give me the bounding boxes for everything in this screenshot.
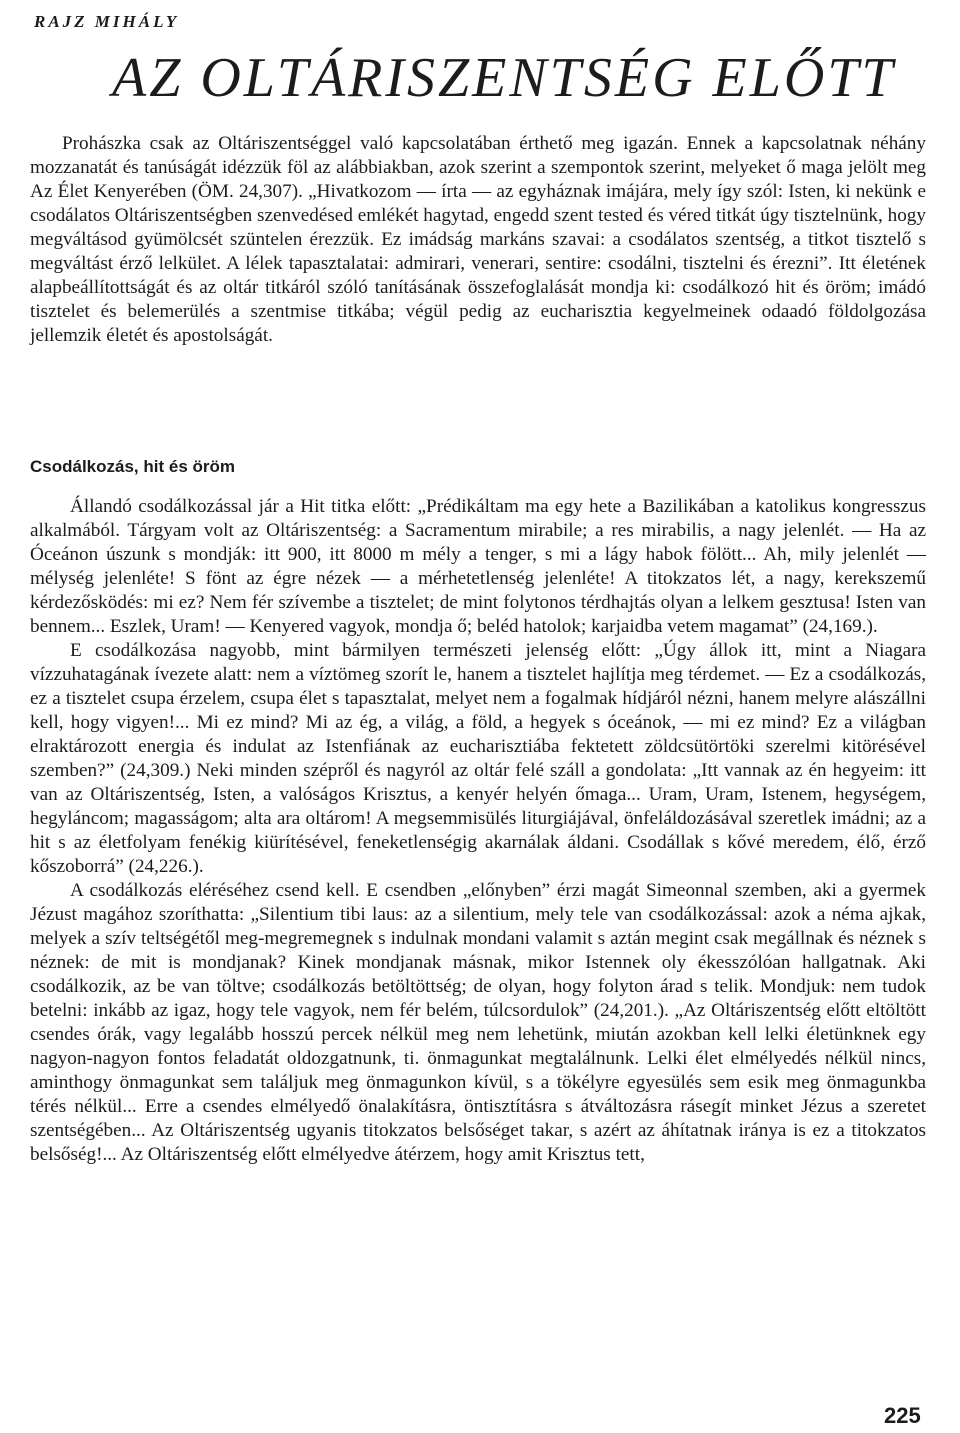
section-paragraph: E csodálkozása nagyobb, mint bármilyen természeti jelenség előtt: „Úgy állok itt, mint a Niagara vízzuhatagának ívezete alatt: nem a víztömeg szorít le, hanem a tisztelet hajlítja meg térdemet. — Ez a csodálkozás, ez a tisztelet csupa érzelem, csupa élet s tapasztalat, melyet nem a fogalmak hídjáról nézni, hanem melyre alászállni kell, hogy vigyen!... Mi ez mind? Mi az ég, a világ, a föld, a hegyek s óceánok, — mi ez mind? Ez a világban elraktározott energia és indulat az Istenfiának az eucharisztiába fektetett zöldcsütörtöki szerelmi kitörésével szemben?” (24,309.) Neki minden szépről és nagyról az oltár felé száll a gondolata: „Itt vannak az én hegyeim: itt van az Oltáriszentség, Isten, a valóságos Krisztus, a kenyér helyén őmaga... Uram, Uram, Istenem, hegységem, hegyláncom; magasságom; alta ara oltárom! A megsemmisülés liturgiájával, önfeláldozásával szeretlek imádni; az a hit s az életfolyam fenékig kiürítésével, feneketlenségig akarnálak áldani. Csodállak s kővé meredem, élő, érző kőszoborrá” (24,226.). [30,640,926,877]
section-body [30,495,926,1167]
intro-text [30,132,926,348]
intro-paragraph: Prohászka csak az Oltáriszentséggel való kapcsolatában érthető meg igazán. Ennek a kapcsolatnak néhány mozzanatát és tanúságát idézzük föl az alábbiakban, azok szerint a szempontok szerint, melyeket ő maga jelölt meg Az Élet Kenyerében (ÖM. 24,307). „Hivatkozom — írta — az egyháznak imájára, mely így szól: Isten, ki nekünk e csodálatos Oltáriszentségben szenvedésed emlékét hagytad, engedd szent tested és véred titkát úgy tisztelnünk, hogy megváltásod gyümölcsét szüntelen érezzük. Ez imádság markáns szavai: a csodálatos szentség, a titkot tisztelő s megváltást érző lelkület. A lélek tapasztalatai: admirari, venerari, sentire: csodálni, tisztelni és érezni”. Itt életének alapbeállítottságát és az oltár titkáról szóló tanításának összefoglalását mondja ki: csodálkozó hit és öröm; imádó tisztelet és belemerülés a szentmise titkába; végül pedig az eucharisztia kegyelmeinek odaadó földolgozása jellemzik életét és apostolságát. [30,133,926,346]
author-name: RAJZ MIHÁLY [34,12,180,31]
section-heading: Csodálkozás, hit és öröm [30,457,235,476]
article-title: AZ OLTÁRISZENTSÉG ELŐTT [112,47,896,109]
page-number: 225 [884,1403,921,1428]
section-paragraph: A csodálkozás eléréséhez csend kell. E csendben „előnyben” érzi magát Simeonnal szemben, aki a gyermek Jézust magához szoríthatta: „Silentium tibi laus: az a silentium, mely tele van csodálkozással: azok a néma ajkak, melyek a szív teltségétől meg-megremegnek s indulnak mondani valamit s aztán megint csak megállnak és néznek s néznek: de mit is mondjanak? Kinek mondjanak másnak, mikor Istennek oly ékesszólóan hallgatnak. Aki csodálkozik, az be van töltve; csodálkozás betöltöttség; de olyan, hogy folyton árad s telik. Mondjuk: nem tudok betelni: inkább az igaz, hogy tele vagyok, nem fér belém, túlcsordulok” (24,201.). „Az Oltáriszentség előtt eltöltött csendes órák, vagy legalább hosszú percek nélkül meg nem lehetünk, miután azokban kell lelki életünknek egy nagyon-nagyon fontos feladatát oldozgatnunk, ti. önmagunkat megtalálnunk. Lelki élet elmélyedés nélkül nincs, aminthogy önmagunkat sem találjuk meg önmagunkon kívül, s a tökélyre egyesülés sem esik meg önmagunkba térés nélkül... Erre a csendes elmélyedő önalakításra, öntisztításra s átváltozásra rásegít minket Jézus a szeretet szentségében... Az Oltáriszentség ugyanis titokzatos belsőséget takar, s azért az áhítatnak iránya is ez a titokzatos belsőség!... Az Oltáriszentség előtt elmélyedve átérzem, hogy amit Krisztus tett, [30,880,926,1165]
section-paragraph: Állandó csodálkozással jár a Hit titka előtt: „Prédikáltam ma egy hete a Bazilikában a katolikus kongresszus alkalmából. Tárgyam volt az Oltáriszentség: a Sacramentum mirabile; a res mirabilis, a nagy jelenlét. — Ha az Óceánon úszunk s mondják: itt 900, itt 8000 m mély a tenger, s mi a lágy habok fölött... Ah, mily jelenlét — mélység jelenléte! S fönt az égre nézek — a mérhetetlenség jelenléte! A titokzatos lét, a nagy, kerekszemű kérdezősködés: mi ez? Nem fér szívembe a tisztelet; de mint folytonos térdhajtás olyan a lelkem gesztusa! Isten van bennem... Eszlek, Uram! — Kenyered vagyok, mondja ő; beléd hatolok; karjaidba vetem magamat” (24,169.). [30,496,926,637]
